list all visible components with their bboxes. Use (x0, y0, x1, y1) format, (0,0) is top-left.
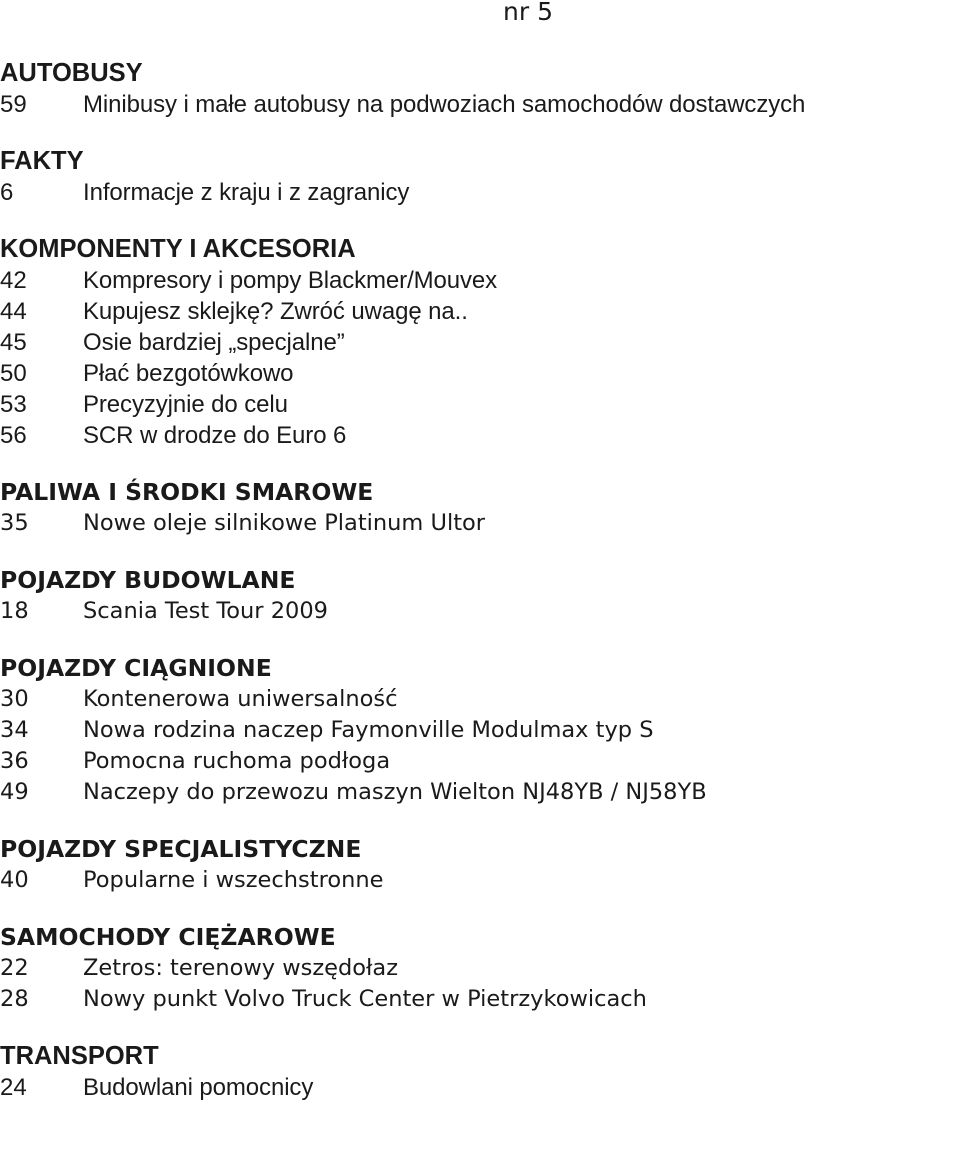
toc-entry (0, 296, 960, 327)
page-number: 56 (0, 422, 27, 449)
toc-entry (0, 746, 960, 777)
toc-section (0, 1041, 960, 1103)
toc-section (0, 653, 960, 808)
article-title: Pomocna ruchoma podłoga (83, 748, 391, 774)
page-number: 49 (0, 779, 29, 805)
page-number: 50 (0, 360, 27, 387)
page-number: 22 (0, 955, 29, 981)
article-title: Precyzyjnie do celu (83, 391, 288, 418)
page-number: 35 (0, 510, 29, 536)
page-number: 30 (0, 686, 29, 712)
section-heading: FAKTY (0, 147, 84, 175)
section-items (0, 1072, 960, 1103)
toc-entry (0, 684, 960, 715)
toc-section (0, 922, 960, 1015)
toc-entry (0, 508, 960, 539)
page-number: 45 (0, 329, 27, 356)
section-heading: KOMPONENTY I AKCESORIA (0, 235, 356, 263)
toc-entry (0, 715, 960, 746)
page-number: 24 (0, 1074, 27, 1101)
article-title: Osie bardziej „specjalne” (83, 329, 345, 356)
article-title: Nowa rodzina naczep Faymonville Modulmax typ S (83, 717, 654, 743)
article-title: Kontenerowa uniwersalność (83, 686, 398, 712)
page-number: 40 (0, 867, 29, 893)
toc-entry (0, 420, 960, 451)
toc-section (0, 234, 960, 451)
toc-section (0, 565, 960, 627)
article-title: Kompresory i pompy Blackmer/Mouvex (83, 267, 498, 294)
section-items (0, 684, 960, 808)
page-number: 42 (0, 267, 27, 294)
toc-entry (0, 777, 960, 808)
toc-entry (0, 358, 960, 389)
article-title: Minibusy i małe autobusy na podwoziach samochodów dostawczych (83, 91, 806, 118)
section-heading: POJAZDY BUDOWLANE (0, 566, 296, 594)
section-heading: POJAZDY CIĄGNIONE (0, 654, 272, 682)
article-title: Nowy punkt Volvo Truck Center w Pietrzykowicach (83, 986, 647, 1012)
table-of-contents (0, 58, 960, 1103)
article-title: Budowlani pomocnicy (83, 1074, 314, 1101)
toc-section (0, 834, 960, 896)
section-items (0, 508, 960, 539)
section-items (0, 177, 960, 208)
issue-number: nr 5 (503, 0, 553, 26)
section-heading: POJAZDY SPECJALISTYCZNE (0, 835, 362, 863)
article-title: Kupujesz sklejkę? Zwróć uwagę na.. (83, 298, 468, 325)
article-title: Nowe oleje silnikowe Platinum Ultor (83, 510, 486, 536)
toc-entry (0, 389, 960, 420)
section-heading: SAMOCHODY CIĘŻAROWE (0, 923, 336, 951)
section-heading: AUTOBUSY (0, 59, 143, 87)
article-title: Scania Test Tour 2009 (83, 598, 328, 624)
article-title: Informacje z kraju i z zagranicy (83, 179, 410, 206)
article-title: Popularne i wszechstronne (83, 867, 384, 893)
page-number: 6 (0, 179, 14, 206)
section-heading: TRANSPORT (0, 1042, 159, 1070)
toc-entry (0, 1072, 960, 1103)
toc-entry (0, 596, 960, 627)
article-title: SCR w drodze do Euro 6 (83, 422, 347, 449)
page-number: 53 (0, 391, 27, 418)
article-title: Zetros: terenowy wszędołaz (83, 955, 399, 981)
page-number: 28 (0, 986, 29, 1012)
toc-entry (0, 89, 960, 120)
section-items (0, 865, 960, 896)
page-number: 36 (0, 748, 29, 774)
section-items (0, 265, 960, 451)
toc-section (0, 477, 960, 539)
section-heading: PALIWA I ŚRODKI SMAROWE (0, 478, 374, 506)
page-number: 34 (0, 717, 29, 743)
toc-section (0, 58, 960, 120)
toc-entry (0, 265, 960, 296)
toc-entry (0, 865, 960, 896)
toc-entry (0, 984, 960, 1015)
page-number: 18 (0, 598, 29, 624)
section-items (0, 953, 960, 1015)
article-title: Naczepy do przewozu maszyn Wielton NJ48YB / NJ58YB (83, 779, 707, 805)
article-title: Płać bezgotówkowo (83, 360, 294, 387)
toc-entry (0, 953, 960, 984)
toc-section (0, 146, 960, 208)
section-items (0, 596, 960, 627)
page-number: 44 (0, 298, 27, 325)
toc-entry (0, 177, 960, 208)
page-number: 59 (0, 91, 27, 118)
section-items (0, 89, 960, 120)
toc-entry (0, 327, 960, 358)
